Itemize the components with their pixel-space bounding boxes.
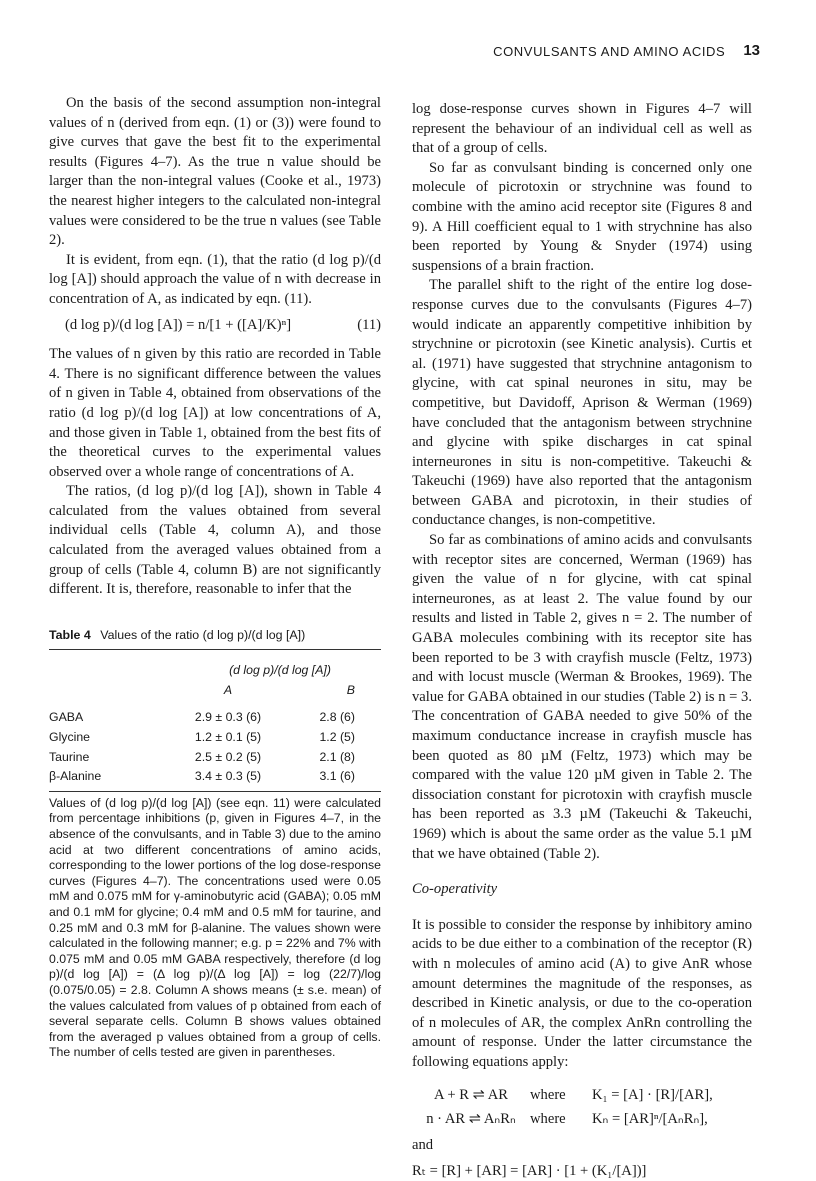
- paragraph: On the basis of the second assumption non-integral values of n (derived from eqn. (1) or (3)) were found to give curves that gave the best fit to the experimental results (Figures 4–7). As the true n value should be larger than the non-integral values (Cooke et al., 1973) the nearest higher integers to the calculated non-integral values were considered to be the true n values (see Table 2).: [49, 95, 381, 249]
- paragraph: So far as combinations of amino acids and convulsants with receptor sites are concerned, Werman (1969) has given the value of n for glycine, with cat spinal interneurones, as at least 2. The value found by our results and listed in Table 2, gives n = 2. The number of GABA molecules combining with its receptor site has been reported to be 3 with crayfish muscle (Feltz, 1973) and with locust muscle (Werman & Brookes, 1969). The value for GABA obtained in our studies (Table 2) is n = 3. The concentration of GABA needed to give 50% of the maximum conductance increase in crayfish muscle has been quoted as 80 µM (Feltz, 1973) which may be compared with the value 120 µM given in Table 2. The dissociation constant for picrotoxin with crayfish muscle has been reported as 3.3 µM (Takeuchi & Takeuchi, 1969) which is about the same order as the value 5.1 µM that we have obtained (Table 2).: [412, 532, 752, 862]
- equation-and: and: [412, 1136, 434, 1153]
- column-header-b: B: [346, 682, 355, 697]
- cell-a: 3.4 ± 0.3 (5): [194, 769, 262, 784]
- row-label: Glycine: [49, 730, 91, 745]
- paragraph: It is possible to consider the response by inhibitory amino acids to be due either to a combination of the receptor (R) with n molecules of amino acid (A) to give AnR whose amount determines the magnitude of the responses, as described in Kinetic analysis, or due to the co-operation of n molecules of AR, the complex AnRn controlling the amount of response. Under the latter circumstance the following equations apply:: [412, 916, 752, 1070]
- paragraph: The values of n given by this ratio are recorded in Table 4. There is no significant difference between the values of n given in Table 4, obtained from observations of the ratio (d log p)/(d log [A]) at low concentrations of A, and those given in Table 1, obtained from the best fits of the theoretical curves to the experimental values observed over a whole range of concentrations of A.: [49, 346, 381, 480]
- right-column: [412, 100, 752, 1181]
- equation-rt: Rₜ = [R] + [AR] = [AR] · [1 + (K₁/[A])]: [412, 1162, 647, 1179]
- cell-a: 2.5 ± 0.2 (5): [194, 749, 262, 764]
- paragraph: The ratios, (d log p)/(d log [A]), shown in Table 4 calculated from the values obtained from several individual cells (Table 4, column A), and those calculated from the averaged values obtained from a group of cells (Table 4, column B) are not significantly different. It is, therefore, reasonable to infer that the: [49, 483, 381, 598]
- paragraph: So far as convulsant binding is concerned only one molecule of picrotoxin or strychnine was found to combine with the amino acid receptor site (Figures 8 and 9). A Hill coefficient equal to 1 with strychnine has also been reported by Young & Snyder (1974) using suspensions of a brain fraction.: [412, 159, 752, 274]
- cell-b: 2.8 (6): [319, 710, 355, 725]
- equation-where: where: [530, 1086, 566, 1103]
- cell-b: 1.2 (5): [319, 730, 355, 745]
- cell-b: 2.1 (8): [319, 749, 355, 764]
- running-header: [470, 44, 760, 59]
- equations-block: [412, 1085, 752, 1181]
- equation-rhs: K₁ = [A] · [R]/[AR],: [592, 1086, 713, 1103]
- paragraph: It is evident, from eqn. (1), that the ratio (d log p)/(d log [A]) should approach the value of n with decrease in concentration of A, as indicated by eqn. (11).: [49, 251, 381, 307]
- table-row: [49, 748, 381, 768]
- table-row: [49, 708, 381, 728]
- table-caption: [49, 626, 381, 646]
- table-title: Values of the ratio (d log p)/(d log [A]): [100, 627, 306, 642]
- table-group-header: (d log p)/(d log [A]): [229, 662, 331, 677]
- equation-number: (11): [357, 316, 381, 333]
- table-footnote: [49, 796, 381, 1061]
- table-4: [49, 650, 381, 786]
- equation-where: where: [530, 1110, 566, 1127]
- table-row: [49, 767, 381, 787]
- row-label: GABA: [49, 710, 84, 725]
- row-label: Taurine: [49, 749, 90, 764]
- footnote-text: Values of (d log p)/(d log [A]) (see eqn. 11) were calculated from percentage inhibitions (p, given in Figures 4–7, in the absence of the convulsants, and in Table 3) due to the amino acid at two different concentrations of amino acids, corresponding to the lower portions of the log dose-response curves (Figures 4–7). The concentrations used were 0.05 mM and 0.075 mM for γ-aminobutyric acid (GABA); 0.05 mM and 0.1 mM for glycine; 0.4 mM and 0.5 mM for taurine, and 0.25 mM and 0.3 mM for β-alanine. The values shown were calculated in the following manner; e.g. p = 22% and 7% with 0.075 mM and 0.05 mM GABA respectively, therefore (d log p)/(d log [A]) = (Δ log p)/(Δ log [A]) = log (22/7)/log (0.075/0.05) = 2.8. Column A shows means (± s.e. mean) of the values calculated from values of p obtained from each of several separate cells. Column B shows values obtained from the averaged p values obtained from a group of cells. The number of cells tested are given in parentheses.: [49, 795, 381, 1060]
- left-column: [49, 94, 381, 1061]
- table-label: Table 4: [49, 627, 91, 642]
- cell-a: 1.2 ± 0.1 (5): [194, 730, 262, 745]
- row-label: β-Alanine: [49, 769, 102, 784]
- cell-a: 2.9 ± 0.3 (6): [194, 710, 262, 725]
- equation-row: [412, 1085, 752, 1105]
- page-number: 13: [743, 42, 760, 59]
- table-row: [49, 728, 381, 748]
- equation-row: [412, 1109, 752, 1129]
- paragraph: The parallel shift to the right of the entire log dose-response curves due to the convulsants (Figures 4–7) would indicate an apparently competitive inhibition by strychnine or picrotoxin (see Kinetic analysis). Curtis et al. (1971) have suggested that strychnine antagonism to glycine, with cat spinal neurones in situ, may be competitive, but Davidoff, Aprison & Werman (1969) have concluded that the antagonism between strychnine and glycine with spike discharges in cat spinal interneurones in situ is non-competitive. Takeuchi & Takeuchi (1969) have also reported that the antagonism between GABA and picrotoxin, in their studies of conductance changes, is non-competitive.: [412, 277, 752, 529]
- running-title: CONVULSANTS AND AMINO ACIDS: [493, 44, 726, 59]
- equation-lhs: A + R ⇌ AR: [434, 1086, 508, 1103]
- column-header-a: A: [223, 682, 233, 697]
- equation-rhs: Kₙ = [AR]ⁿ/[AₙRₙ],: [592, 1110, 708, 1127]
- table-rule: [49, 791, 381, 792]
- paragraph: log dose-response curves shown in Figures 4–7 will represent the behaviour of an individual cell as well as that of a group of cells.: [412, 101, 752, 157]
- cell-b: 3.1 (6): [319, 769, 355, 784]
- equation-body: (d log p)/(d log [A]) = n/[1 + ([A]/K)ⁿ]: [65, 316, 292, 333]
- equation-11: [49, 316, 381, 336]
- section-heading: Co-operativity: [412, 881, 498, 898]
- equation-lhs: n · AR ⇌ AₙRₙ: [426, 1110, 516, 1127]
